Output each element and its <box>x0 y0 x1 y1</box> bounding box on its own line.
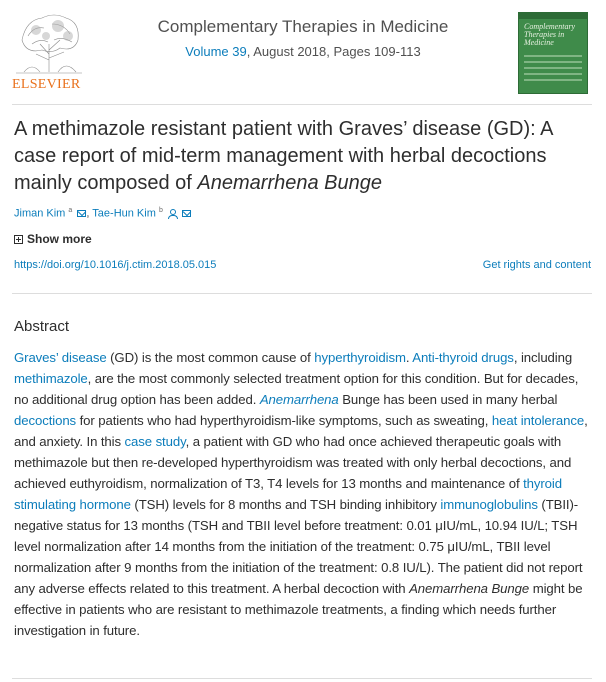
author-list <box>14 207 191 220</box>
elsevier-wordmark[interactable]: ELSEVIER <box>12 77 81 92</box>
abstract-term-link[interactable]: thyroid stimulating hormone <box>14 476 562 512</box>
cover-band <box>519 13 588 19</box>
abstract-term-link[interactable]: Graves’ disease <box>14 350 107 365</box>
abstract-body <box>14 347 592 641</box>
email-icon[interactable] <box>77 210 86 217</box>
doi-link[interactable]: https://doi.org/10.1016/j.ctim.2018.05.015 <box>14 259 217 271</box>
cover-title: Complementary Therapies in Medicine <box>524 22 576 47</box>
abstract-term-link[interactable]: decoctions <box>14 413 77 428</box>
abstract-heading: Abstract <box>14 318 70 335</box>
author-name[interactable]: Tae-Hun Kim <box>92 207 156 220</box>
abstract-text: , are the most commonly selected treatment option for this condition. But for decades, no additional drug option has been added. <box>14 371 579 407</box>
abstract-term-link[interactable]: immunoglobulins <box>440 497 538 512</box>
issue-pages: , August 2018, Pages 109-113 <box>246 44 421 59</box>
header-divider <box>12 104 592 105</box>
article-title <box>14 116 584 197</box>
abstract-italic-text: Anemarrhena Bunge <box>409 581 530 596</box>
author-affiliation[interactable]: a <box>68 207 73 214</box>
plus-box-icon <box>14 235 23 244</box>
rights-link[interactable]: Get rights and content <box>482 259 591 271</box>
abstract-term-link[interactable]: heat intolerance <box>491 413 585 428</box>
abstract-text: (GD) is the most common cause of <box>106 350 315 365</box>
abstract-text: Bunge has been used in many herbal <box>338 392 558 407</box>
abstract-term-link[interactable]: Anti-thyroid drugs <box>412 350 514 365</box>
abstract-text: , a patient with GD who had once achieved therapeutic goals with methimazole but then re-developed hyperthyroidism was treated with only herbal decoctions, and achieved euthyroidism, normalization of T3, T4 levels for 13 months and maintenance of <box>14 434 572 491</box>
volume-link[interactable]: Volume 39 <box>185 44 247 59</box>
abstract-text: might be effective in patients who are resistant to methimazole treatments, a finding which needs further investigation in future. <box>14 581 583 638</box>
abstract-term-link[interactable]: case study <box>124 434 186 449</box>
article-title-italic: Anemarrhena Bunge <box>197 172 382 194</box>
author-affiliation[interactable]: b <box>158 207 163 214</box>
abstract-term-link[interactable]: hyperthyroidism <box>314 350 406 365</box>
author-separator: , <box>86 207 90 220</box>
journal-title[interactable]: Complementary Therapies in Medicine <box>157 17 449 36</box>
email-icon[interactable] <box>182 210 191 217</box>
abstract-term-link[interactable]: methimazole <box>14 371 88 386</box>
abstract-text: , and anxiety. In this <box>14 413 588 449</box>
abstract-text: (TBII)-negative status for 13 months (TSH and TBII level before treatment: 0.01 μIU/mL, 10.94 IU/L; TSH level normalization after 14 months from the initiation of the treatment: 0.75 μIU/mL, TBII level normalization after 9 months from the initiation of the treatment: 0.8 IU/L). The patient did not report any adverse effects related to this treatment. A herbal decoction with <box>14 497 583 596</box>
volume-info <box>0 44 606 59</box>
article-title-main: A methimazole resistant patient with Graves’ disease (GD): A case report of mid-term management with herbal decoctions mainly composed of <box>14 118 553 194</box>
journal-cover-thumbnail[interactable] <box>518 12 588 94</box>
abstract-text: (TSH) levels for 8 months and TSH binding inhibitory <box>130 497 441 512</box>
author-name[interactable]: Jiman Kim <box>14 207 66 220</box>
abstract-text: for patients who had hyperthyroidism-like symptoms, such as sweating, <box>76 413 492 428</box>
abstract-term-link[interactable]: Anemarrhena <box>259 392 339 407</box>
show-more-label: Show more <box>27 232 92 246</box>
journal-header <box>0 0 606 100</box>
bottom-divider <box>12 678 592 679</box>
person-icon[interactable] <box>168 209 177 218</box>
cover-text-lines <box>524 55 582 85</box>
abstract-text: . <box>405 350 413 365</box>
abstract-text: , including <box>513 350 573 365</box>
show-more-button[interactable] <box>14 232 92 246</box>
section-divider <box>12 293 592 294</box>
